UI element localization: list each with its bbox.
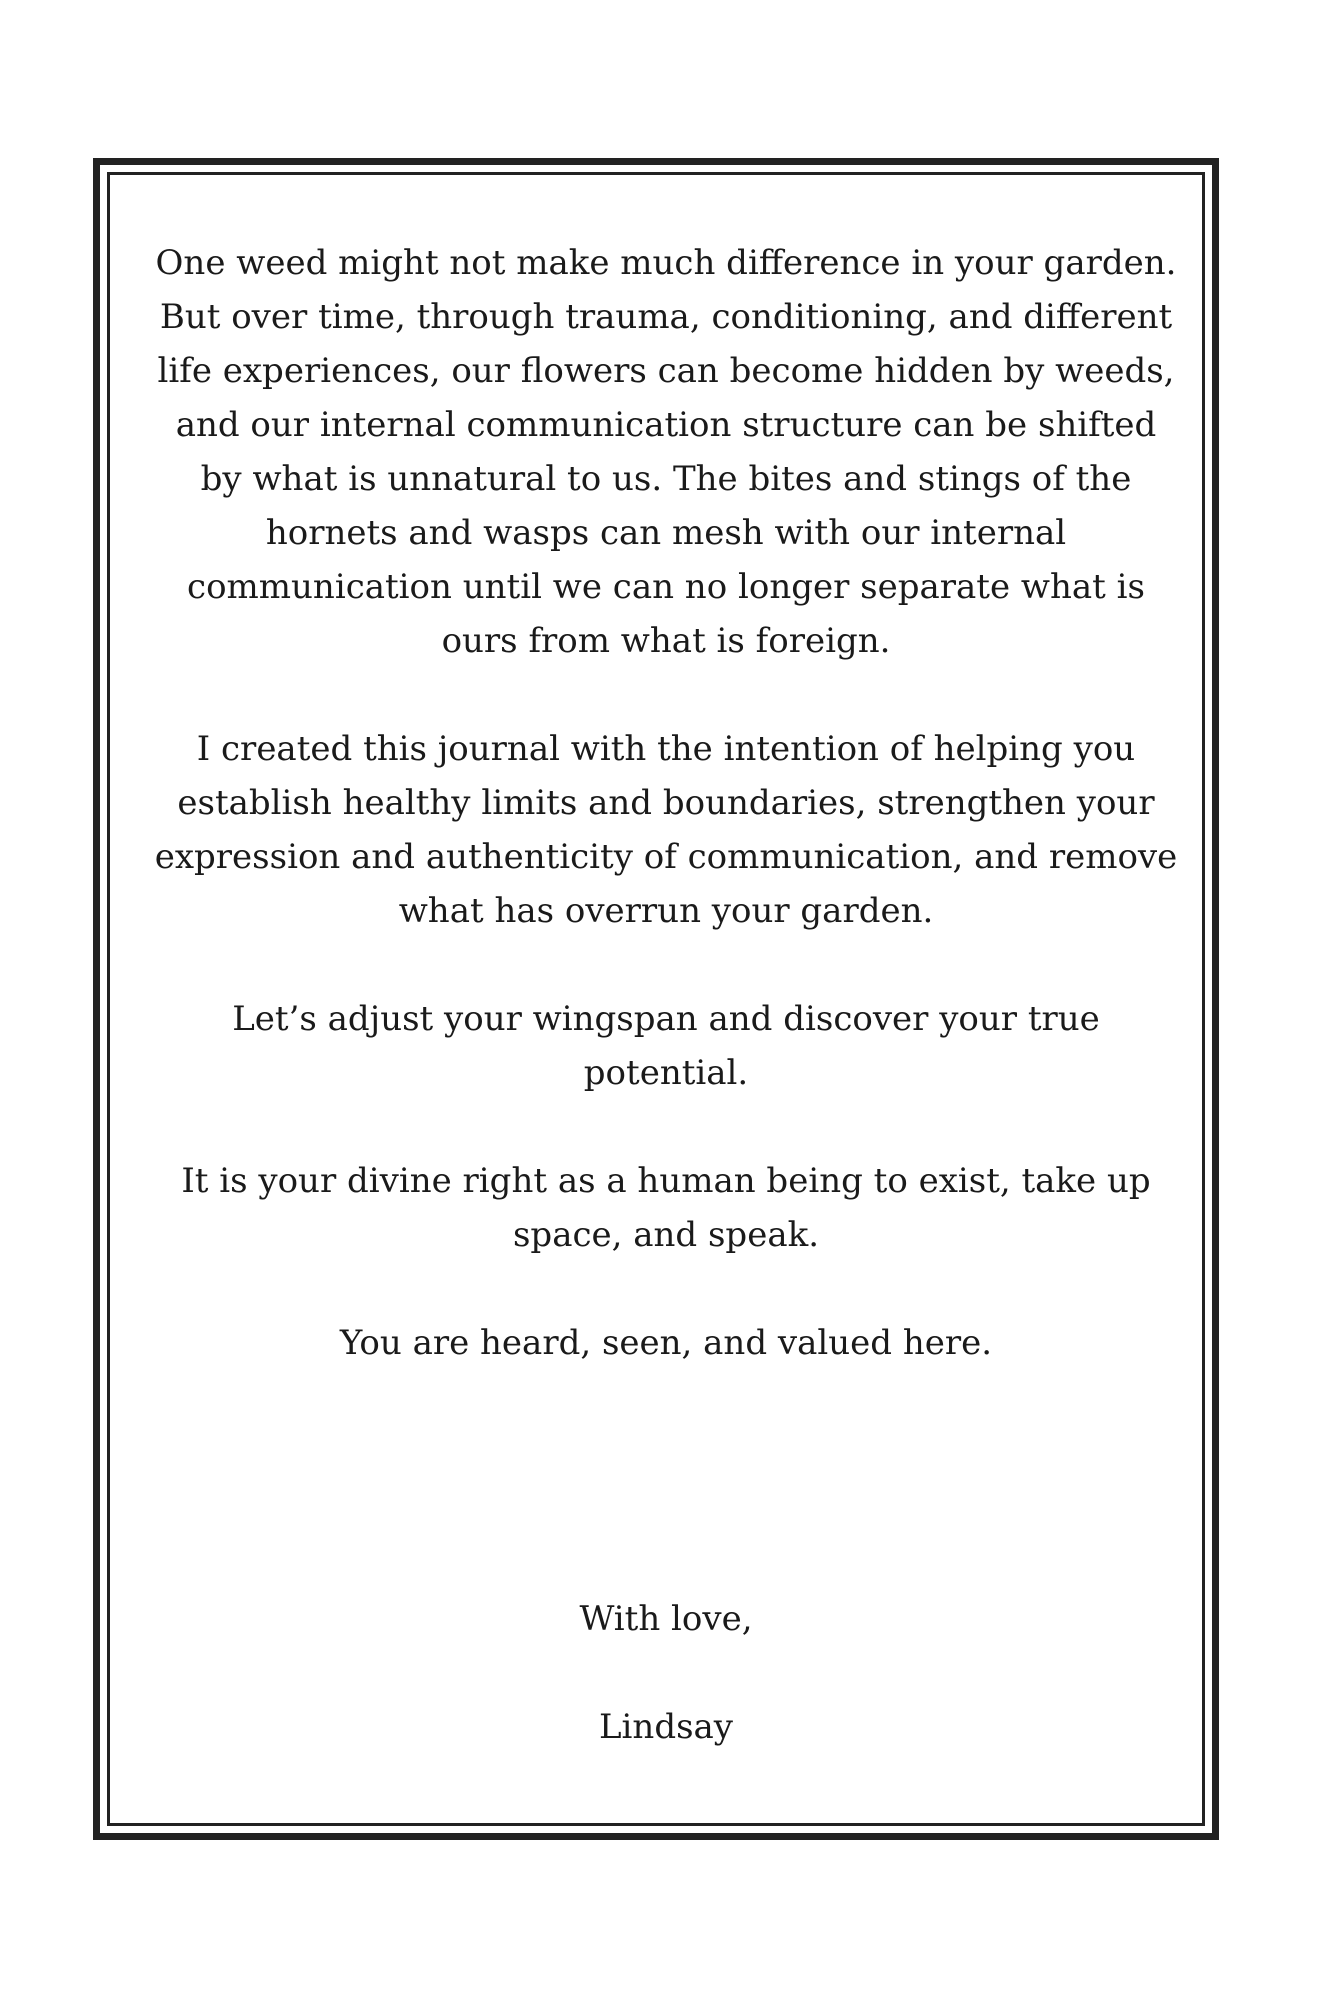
paragraph-heard-seen-valued: You are heard, seen, and valued here. [339,1323,993,1363]
paragraph-divine-right: It is your divine right as a human being to exist, take up space, and speak. [181,1161,1151,1255]
paragraph-wingspan: Let’s adjust your wingspan and discover your true potential. [232,999,1100,1093]
sign-off: With love, [579,1599,753,1639]
signature: Lindsay [598,1707,734,1747]
paragraph-weeds: One weed might not make much difference in your garden. But over time, through trauma, conditioning, and different life experiences, our flowers can become hidden by weeds, and our internal communication structure can be shifted by what is unnatural to us. The bites and stings of the hornets and wasps can mesh with our internal communication until we can no longer separate what is ours from what is foreign. [155,243,1177,661]
paragraph-journal-intention: I created this journal with the intention of helping you establish healthy limits and boundaries, strengthen your expression and authenticity of communication, and remove what has overrun your garden. [154,729,1178,931]
letter-body [150,236,1182,1424]
